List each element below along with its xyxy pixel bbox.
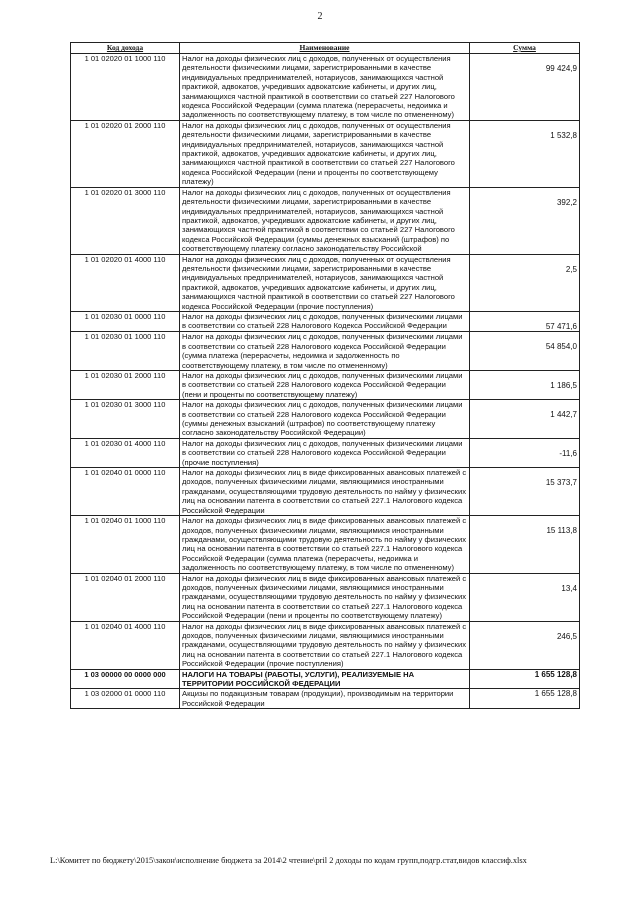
row-sum-value: 1 655 128,8 bbox=[534, 669, 577, 679]
table-row bbox=[71, 254, 580, 311]
file-path-footer: L:\Комитет по бюджету\2015\закон\исполнение бюджета за 2014\2 чтение\pril 2 доходы по кодам групп,подгр.стат,видов классиф.xlsx bbox=[50, 856, 527, 865]
row-sum bbox=[470, 254, 580, 311]
row-sum bbox=[470, 371, 580, 400]
row-name: Налог на доходы физических лиц с доходов, полученных физическими лицами в соответствии со статьей 228 Налогового кодекса Российской Федерации (сумма платежа (перерасчеты, недоимка и задолженность по соответствующему платежу, в том числе по отмененному) bbox=[180, 332, 470, 371]
row-code: 1 01 02040 01 2000 110 bbox=[71, 573, 180, 621]
row-name: Налог на доходы физических лиц с доходов, полученных от осуществления деятельности физическими лицами, зарегистрированными в качестве индивидуальных предпринимателей, нотариусов, занимающихся частной практикой, адвокатов, учредивших адвокатские кабинеты, и других лиц, занимающихся частной практикой в соответствии со статьей 227 Налогового кодекса Российской Федерации (суммы денежных взысканий (штрафов) по соответствующему платежу согласно законодательству Российской bbox=[180, 187, 470, 254]
row-sum bbox=[470, 187, 580, 254]
table-row bbox=[71, 468, 580, 516]
row-sum-value: 57 471,6 bbox=[545, 321, 577, 331]
row-sum bbox=[470, 332, 580, 371]
row-sum-value: 13,4 bbox=[561, 583, 577, 593]
row-code: 1 01 02030 01 3000 110 bbox=[71, 400, 180, 439]
row-name: Налог на доходы физических лиц с доходов, полученных физическими лицами в соответствии со статьей 228 Налогового Кодекса Российской Федерации bbox=[180, 311, 470, 331]
table-row bbox=[71, 371, 580, 400]
row-code: 1 01 02030 01 1000 110 bbox=[71, 332, 180, 371]
table-row bbox=[71, 120, 580, 187]
table-row bbox=[71, 516, 580, 573]
row-sum-value: 2,5 bbox=[565, 264, 577, 274]
row-name: Налог на доходы физических лиц в виде фиксированных авансовых платежей с доходов, полученных физическими лицами, являющимися иностранными гражданами, осуществляющими трудовую деятельность по найму у физических лиц на основании патента в соответствии со статьей 227.1 Налогового кодекса Российской Федерации bbox=[180, 468, 470, 516]
row-sum-value: 246,5 bbox=[556, 631, 577, 641]
row-code: 1 01 02030 01 2000 110 bbox=[71, 371, 180, 400]
row-code: 1 01 02030 01 4000 110 bbox=[71, 438, 180, 467]
row-name: Налог на доходы физических лиц с доходов, полученных физическими лицами в соответствии со статьей 228 Налогового кодекса Российской Федерации (пени и проценты по соответствующему платежу) bbox=[180, 371, 470, 400]
revenue-table bbox=[70, 42, 580, 709]
row-code: 1 01 02020 01 4000 110 bbox=[71, 254, 180, 311]
table-header-row bbox=[71, 43, 580, 54]
table-row bbox=[71, 400, 580, 439]
table-row bbox=[71, 332, 580, 371]
row-code: 1 01 02030 01 0000 110 bbox=[71, 311, 180, 331]
row-sum-value: 15 373,7 bbox=[545, 478, 577, 488]
row-name: Налог на доходы физических лиц с доходов, полученных от осуществления деятельности физическими лицами, зарегистрированными в качестве индивидуальных предпринимателей, нотариусов, занимающихся частной практикой, адвокатов, учредивших адвокатские кабинеты, и других лиц, занимающихся частной практикой в соответствии со статьей 227 Налогового кодекса Российской Федерации (прочие поступления) bbox=[180, 254, 470, 311]
row-name: Налог на доходы физических лиц в виде фиксированных авансовых платежей с доходов, полученных физическими лицами, являющимися иностранными гражданами, осуществляющими трудовую деятельность по найму у физических лиц на основании патента в соответствии со статьей 227.1 Налогового кодекса Российской Федерации (пени и проценты по соответствующему платежу) bbox=[180, 573, 470, 621]
row-sum bbox=[470, 689, 580, 709]
table-row bbox=[71, 54, 580, 121]
row-sum-value: 1 442,7 bbox=[550, 410, 577, 420]
row-sum bbox=[470, 438, 580, 467]
row-code: 1 01 02040 01 4000 110 bbox=[71, 621, 180, 669]
row-name: Налог на доходы физических лиц с доходов, полученных физическими лицами в соответствии со статьей 228 Налогового кодекса Российской Федерации (прочие поступления) bbox=[180, 438, 470, 467]
row-name: Налог на доходы физических лиц с доходов, полученных от осуществления деятельности физическими лицами, зарегистрированными в качестве индивидуальных предпринимателей, нотариусов, занимающихся частной практикой, адвокатов, учредивших адвокатские кабинеты, и других лиц, занимающихся частной практикой в соответствии со статьей 227 Налогового кодекса Российской Федерации (сумма платежа (перерасчеты, недоимка и задолженность по соответствующему платежу, в том числе по отмененному) bbox=[180, 54, 470, 121]
header-code: Код дохода bbox=[71, 43, 180, 54]
row-code: 1 01 02020 01 3000 110 bbox=[71, 187, 180, 254]
table-row bbox=[71, 689, 580, 709]
row-sum bbox=[470, 621, 580, 669]
row-sum bbox=[470, 516, 580, 573]
table-row bbox=[71, 311, 580, 331]
row-sum bbox=[470, 400, 580, 439]
row-code: 1 01 02040 01 1000 110 bbox=[71, 516, 180, 573]
row-sum-value: 1 655 128,8 bbox=[534, 689, 577, 699]
row-name: НАЛОГИ НА ТОВАРЫ (РАБОТЫ, УСЛУГИ), РЕАЛИЗУЕМЫЕ НА ТЕРРИТОРИИ РОССИЙСКОЙ ФЕДЕРАЦИИ bbox=[180, 669, 470, 689]
row-code: 1 01 02020 01 1000 110 bbox=[71, 54, 180, 121]
row-name: Налог на доходы физических лиц с доходов, полученных от осуществления деятельности физическими лицами, зарегистрированными в качестве индивидуальных предпринимателей, нотариусов, занимающихся частной практикой, адвокатов, учредивших адвокатские кабинеты, и других лиц, занимающихся частной практикой в соответствии со статьей 227 Налогового кодекса Российской Федерации (пени и проценты по соответствующему платежу) bbox=[180, 120, 470, 187]
row-sum bbox=[470, 54, 580, 121]
table-row bbox=[71, 573, 580, 621]
page-number: 2 bbox=[317, 11, 323, 22]
row-code: 1 03 02000 01 0000 110 bbox=[71, 689, 180, 709]
row-sum-value: 54 854,0 bbox=[545, 342, 577, 352]
row-name: Налог на доходы физических лиц с доходов, полученных физическими лицами в соответствии со статьей 228 Налогового кодекса Российской Федерации (суммы денежных взысканий (штрафов) по соответствующему платежу согласно законодательству Российской Федерации) bbox=[180, 400, 470, 439]
table-row bbox=[71, 438, 580, 467]
row-name: Акцизы по подакцизным товарам (продукции), производимым на территории Российской Федерации bbox=[180, 689, 470, 709]
row-name: Налог на доходы физических лиц в виде фиксированных авансовых платежей с доходов, полученных физическими лицами, являющимися иностранными гражданами, осуществляющими трудовую деятельность по найму у физических лиц на основании патента в соответствии со статьей 227.1 Налогового кодекса Российской Федерации (прочие поступления) bbox=[180, 621, 470, 669]
table-row bbox=[71, 621, 580, 669]
row-sum bbox=[470, 573, 580, 621]
row-sum-value: -11,6 bbox=[559, 448, 577, 458]
row-sum-value: 392,2 bbox=[556, 197, 577, 207]
row-sum-value: 15 113,8 bbox=[546, 526, 577, 536]
row-sum bbox=[470, 468, 580, 516]
table-row-section-total bbox=[71, 669, 580, 689]
row-code: 1 01 02020 01 2000 110 bbox=[71, 120, 180, 187]
row-sum bbox=[470, 120, 580, 187]
row-name: Налог на доходы физических лиц в виде фиксированных авансовых платежей с доходов, полученных физическими лицами, являющимися иностранными гражданами, осуществляющими трудовую деятельность по найму у физических лиц на основании патента в соответствии со статьей 227.1 Налогового кодекса Российской Федерации (сумма платежа (перерасчеты, недоимка и задолженность по соответствующему платежу, в том числе по отмененному) bbox=[180, 516, 470, 573]
header-sum: Сумма bbox=[470, 43, 580, 54]
row-code: 1 03 00000 00 0000 000 bbox=[71, 669, 180, 689]
row-sum-value: 99 424,9 bbox=[545, 64, 577, 73]
row-sum bbox=[470, 669, 580, 689]
row-sum-value: 1 532,8 bbox=[550, 130, 577, 140]
row-code: 1 01 02040 01 0000 110 bbox=[71, 468, 180, 516]
row-sum-value: 1 186,5 bbox=[550, 381, 577, 390]
row-sum bbox=[470, 311, 580, 331]
header-name: Наименование bbox=[180, 43, 470, 54]
table-row bbox=[71, 187, 580, 254]
